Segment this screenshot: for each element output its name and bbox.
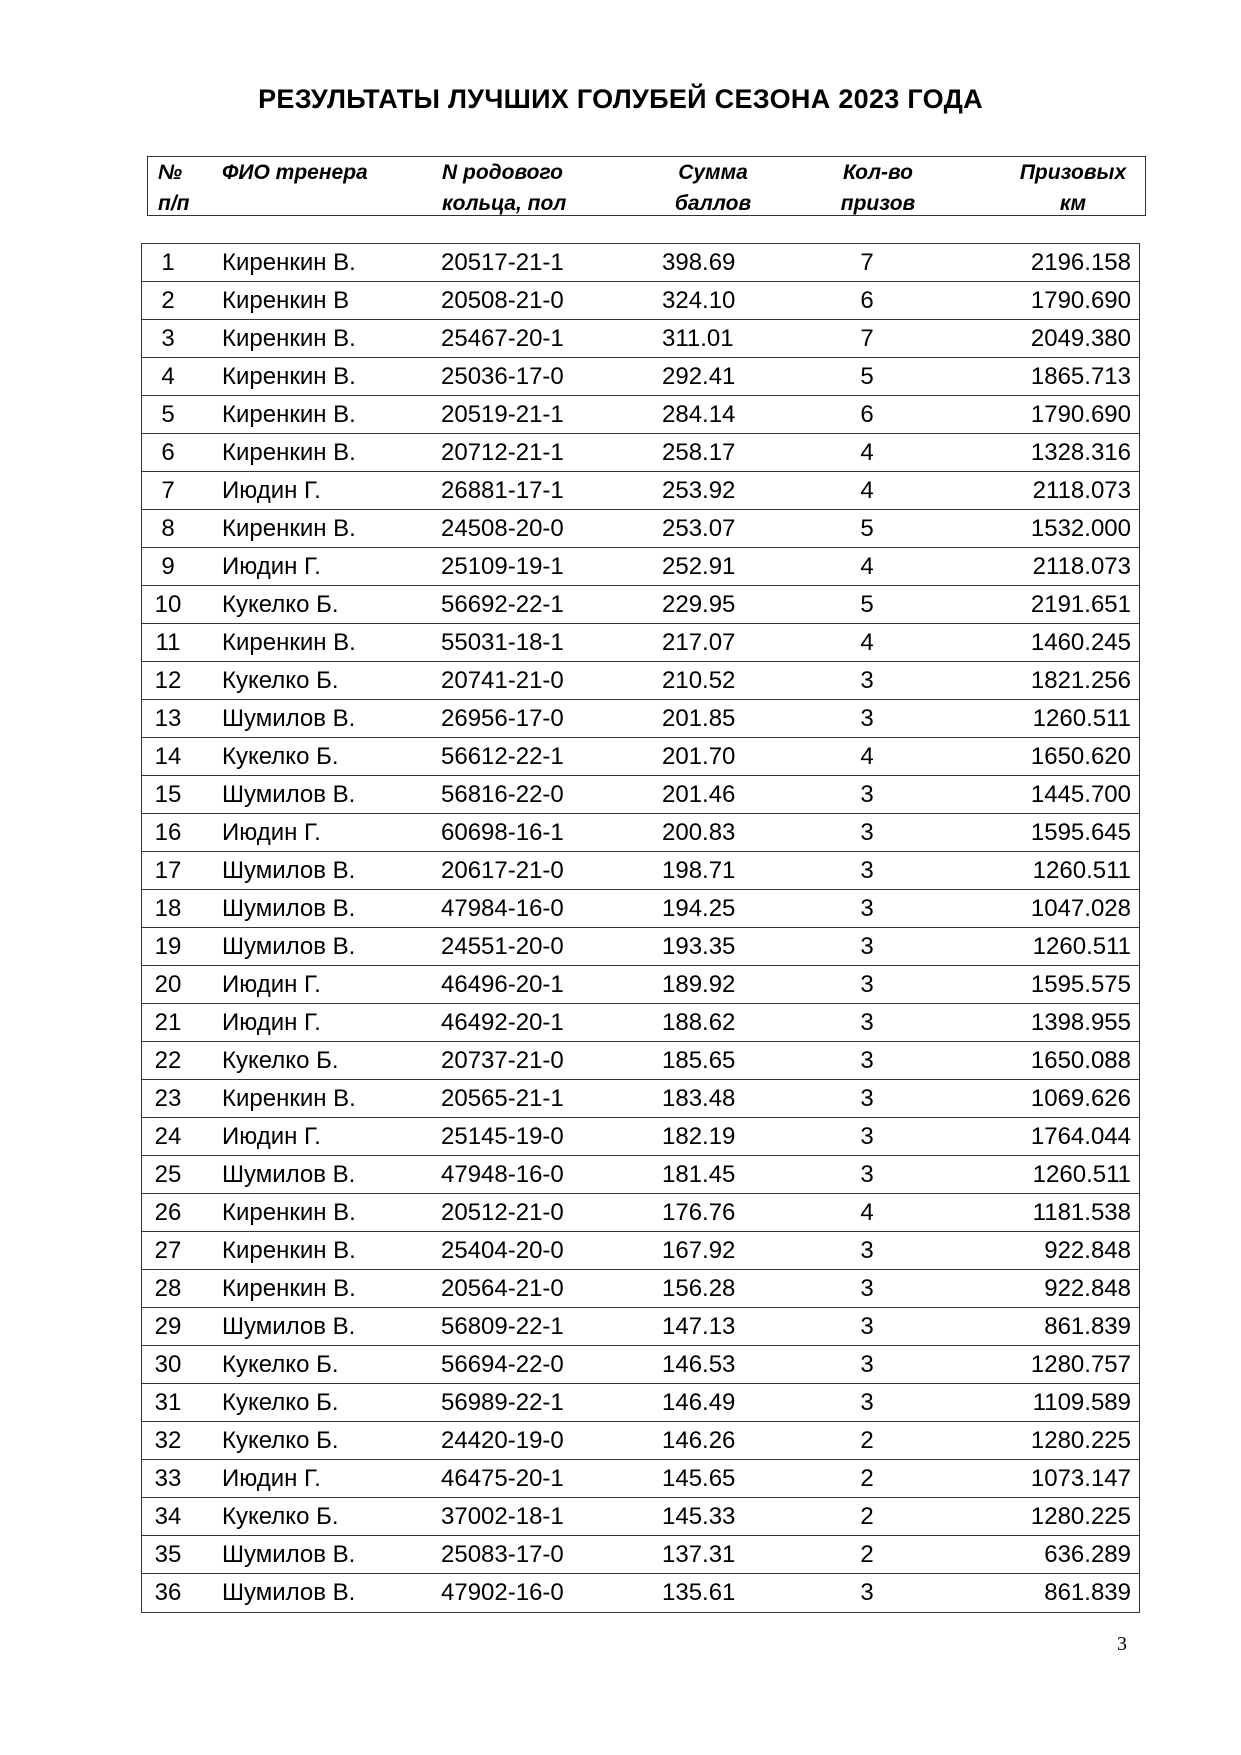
cell-trainer-name: Кукелко Б. xyxy=(222,743,339,770)
header-prize-km: Призовых км xyxy=(1019,161,1127,215)
cell-prize-km: 1764.044 xyxy=(1030,1123,1131,1150)
cell-trainer-name: Кукелко Б. xyxy=(222,1389,339,1416)
cell-trainer-name: Киренкин В. xyxy=(222,325,356,352)
cell-prize-km: 1069.626 xyxy=(1030,1085,1131,1112)
cell-num: 1 xyxy=(161,249,175,276)
cell-prize-km: 1280.225 xyxy=(1030,1503,1131,1530)
table-row xyxy=(142,1498,1139,1536)
cell-num: 15 xyxy=(154,781,182,808)
table-row xyxy=(142,1004,1139,1042)
cell-num: 22 xyxy=(154,1047,182,1074)
cell-prize-km: 1595.645 xyxy=(1030,819,1131,846)
table-row xyxy=(142,966,1139,1004)
cell-trainer-name: Шумилов В. xyxy=(222,857,356,884)
cell-prize-count: 4 xyxy=(860,477,874,504)
cell-prize-km: 1280.225 xyxy=(1030,1427,1131,1454)
cell-score-sum: 284.14 xyxy=(662,401,736,428)
cell-trainer-name: Шумилов В. xyxy=(222,1161,356,1188)
cell-ring-number: 56809-22-1 xyxy=(441,1313,564,1340)
cell-score-sum: 189.92 xyxy=(662,971,736,998)
cell-num: 35 xyxy=(154,1541,182,1568)
table-row xyxy=(142,738,1139,776)
cell-ring-number: 25145-19-0 xyxy=(441,1123,564,1150)
cell-score-sum: 167.92 xyxy=(662,1237,736,1264)
cell-prize-count: 5 xyxy=(860,363,874,390)
cell-prize-count: 3 xyxy=(860,1009,874,1036)
table-row xyxy=(142,1042,1139,1080)
cell-ring-number: 56612-22-1 xyxy=(441,743,564,770)
cell-trainer-name: Июдин Г. xyxy=(222,971,321,998)
cell-prize-km: 1650.088 xyxy=(1030,1047,1131,1074)
cell-score-sum: 324.10 xyxy=(662,287,736,314)
cell-prize-km: 861.839 xyxy=(1044,1313,1131,1340)
cell-prize-km: 1280.757 xyxy=(1030,1351,1131,1378)
table-row xyxy=(142,510,1139,548)
table-row xyxy=(142,586,1139,624)
cell-num: 5 xyxy=(161,401,175,428)
cell-num: 27 xyxy=(154,1237,182,1264)
cell-prize-count: 2 xyxy=(860,1427,874,1454)
cell-ring-number: 25467-20-1 xyxy=(441,325,564,352)
cell-num: 7 xyxy=(161,477,175,504)
cell-prize-count: 4 xyxy=(860,743,874,770)
cell-score-sum: 146.49 xyxy=(662,1389,736,1416)
cell-score-sum: 156.28 xyxy=(662,1275,736,1302)
cell-prize-count: 5 xyxy=(860,591,874,618)
cell-trainer-name: Киренкин В. xyxy=(222,629,356,656)
cell-ring-number: 56694-22-0 xyxy=(441,1351,564,1378)
table-row xyxy=(142,1422,1139,1460)
cell-prize-count: 2 xyxy=(860,1503,874,1530)
cell-prize-km: 1260.511 xyxy=(1032,933,1131,960)
cell-score-sum: 311.01 xyxy=(662,325,734,352)
cell-prize-count: 3 xyxy=(860,1237,874,1264)
table-row xyxy=(142,1194,1139,1232)
cell-prize-count: 3 xyxy=(860,1579,874,1606)
cell-num: 3 xyxy=(161,325,175,352)
cell-prize-km: 2049.380 xyxy=(1030,325,1131,352)
cell-score-sum: 137.31 xyxy=(662,1541,736,1568)
cell-num: 13 xyxy=(154,705,182,732)
cell-prize-count: 3 xyxy=(860,895,874,922)
results-table xyxy=(141,243,1140,1613)
page-title: РЕЗУЛЬТАТЫ ЛУЧШИХ ГОЛУБЕЙ СЕЗОНА 2023 ГОДА xyxy=(258,84,983,114)
cell-prize-count: 4 xyxy=(860,1199,874,1226)
cell-ring-number: 56989-22-1 xyxy=(441,1389,564,1416)
cell-trainer-name: Шумилов В. xyxy=(222,895,356,922)
table-row xyxy=(142,472,1139,510)
cell-num: 26 xyxy=(154,1199,182,1226)
cell-trainer-name: Кукелко Б. xyxy=(222,667,339,694)
cell-prize-km: 1260.511 xyxy=(1032,705,1131,732)
cell-score-sum: 258.17 xyxy=(662,439,736,466)
cell-num: 33 xyxy=(154,1465,182,1492)
cell-ring-number: 24508-20-0 xyxy=(441,515,564,542)
cell-prize-count: 4 xyxy=(860,439,874,466)
cell-score-sum: 183.48 xyxy=(662,1085,736,1112)
table-row xyxy=(142,662,1139,700)
cell-prize-km: 2118.073 xyxy=(1032,477,1131,504)
table-row xyxy=(142,1574,1139,1612)
cell-prize-count: 3 xyxy=(860,1047,874,1074)
cell-score-sum: 398.69 xyxy=(662,249,736,276)
cell-num: 20 xyxy=(154,971,182,998)
table-row xyxy=(142,852,1139,890)
table-row xyxy=(142,1270,1139,1308)
header-trainer-name: ФИО тренера xyxy=(222,161,368,184)
cell-ring-number: 24551-20-0 xyxy=(441,933,564,960)
cell-prize-count: 6 xyxy=(860,401,874,428)
cell-num: 31 xyxy=(154,1389,182,1416)
cell-num: 6 xyxy=(161,439,175,466)
cell-trainer-name: Киренкин В. xyxy=(222,1085,356,1112)
cell-score-sum: 145.33 xyxy=(662,1503,736,1530)
header-ring-number: N родового кольца, пол xyxy=(442,161,567,215)
cell-prize-count: 3 xyxy=(860,781,874,808)
cell-ring-number: 47984-16-0 xyxy=(441,895,564,922)
cell-prize-count: 3 xyxy=(860,819,874,846)
cell-score-sum: 201.70 xyxy=(662,743,736,770)
table-row xyxy=(142,282,1139,320)
cell-num: 8 xyxy=(161,515,175,542)
cell-prize-km: 1445.700 xyxy=(1030,781,1131,808)
cell-prize-count: 6 xyxy=(860,287,874,314)
cell-prize-km: 1328.316 xyxy=(1030,439,1131,466)
cell-ring-number: 60698-16-1 xyxy=(441,819,564,846)
cell-score-sum: 253.07 xyxy=(662,515,736,542)
cell-prize-km: 1790.690 xyxy=(1030,401,1131,428)
cell-score-sum: 201.85 xyxy=(662,705,736,732)
cell-prize-km: 1650.620 xyxy=(1030,743,1131,770)
cell-trainer-name: Киренкин В. xyxy=(222,249,356,276)
cell-ring-number: 20519-21-1 xyxy=(441,401,564,428)
cell-num: 9 xyxy=(161,553,175,580)
cell-trainer-name: Кукелко Б. xyxy=(222,1427,339,1454)
cell-num: 30 xyxy=(154,1351,182,1378)
table-row xyxy=(142,814,1139,852)
cell-trainer-name: Кукелко Б. xyxy=(222,1503,339,1530)
table-row xyxy=(142,548,1139,586)
cell-trainer-name: Июдин Г. xyxy=(222,553,321,580)
cell-score-sum: 176.76 xyxy=(662,1199,736,1226)
cell-score-sum: 188.62 xyxy=(662,1009,736,1036)
table-row xyxy=(142,434,1139,472)
cell-trainer-name: Киренкин В. xyxy=(222,363,356,390)
cell-prize-km: 861.839 xyxy=(1044,1579,1131,1606)
cell-score-sum: 147.13 xyxy=(662,1313,736,1340)
cell-num: 17 xyxy=(154,857,182,884)
table-row xyxy=(142,890,1139,928)
cell-prize-count: 3 xyxy=(860,1351,874,1378)
cell-prize-count: 3 xyxy=(860,1275,874,1302)
cell-score-sum: 200.83 xyxy=(662,819,736,846)
cell-num: 25 xyxy=(154,1161,182,1188)
cell-score-sum: 146.26 xyxy=(662,1427,736,1454)
cell-num: 4 xyxy=(161,363,175,390)
cell-ring-number: 20508-21-0 xyxy=(441,287,564,314)
cell-score-sum: 194.25 xyxy=(662,895,736,922)
cell-trainer-name: Киренкин В. xyxy=(222,1237,356,1264)
cell-ring-number: 56692-22-1 xyxy=(441,591,564,618)
cell-ring-number: 46492-20-1 xyxy=(441,1009,564,1036)
cell-num: 29 xyxy=(154,1313,182,1340)
cell-trainer-name: Киренкин В. xyxy=(222,1199,356,1226)
cell-ring-number: 20565-21-1 xyxy=(441,1085,564,1112)
cell-prize-count: 4 xyxy=(860,629,874,656)
cell-trainer-name: Киренкин В. xyxy=(222,401,356,428)
cell-prize-count: 3 xyxy=(860,1389,874,1416)
cell-trainer-name: Кукелко Б. xyxy=(222,1047,339,1074)
cell-num: 16 xyxy=(154,819,182,846)
cell-score-sum: 135.61 xyxy=(662,1579,736,1606)
table-row xyxy=(142,244,1139,282)
cell-score-sum: 185.65 xyxy=(662,1047,736,1074)
cell-ring-number: 55031-18-1 xyxy=(441,629,564,656)
cell-prize-count: 3 xyxy=(860,1313,874,1340)
cell-score-sum: 198.71 xyxy=(662,857,736,884)
cell-prize-km: 1865.713 xyxy=(1030,363,1131,390)
cell-trainer-name: Киренкин В. xyxy=(222,439,356,466)
cell-ring-number: 37002-18-1 xyxy=(441,1503,564,1530)
cell-prize-count: 3 xyxy=(860,1161,874,1188)
cell-trainer-name: Шумилов В. xyxy=(222,1313,356,1340)
table-row xyxy=(142,396,1139,434)
table-row xyxy=(142,776,1139,814)
table-row xyxy=(142,1536,1139,1574)
cell-ring-number: 20737-21-0 xyxy=(441,1047,564,1074)
header-num: № п/п xyxy=(158,161,190,215)
table-row xyxy=(142,1232,1139,1270)
cell-prize-km: 2191.651 xyxy=(1030,591,1131,618)
cell-ring-number: 47948-16-0 xyxy=(441,1161,564,1188)
cell-trainer-name: Кукелко Б. xyxy=(222,591,339,618)
cell-ring-number: 25109-19-1 xyxy=(441,553,564,580)
cell-prize-count: 2 xyxy=(860,1465,874,1492)
cell-prize-km: 1821.256 xyxy=(1030,667,1131,694)
cell-ring-number: 24420-19-0 xyxy=(441,1427,564,1454)
cell-prize-km: 1532.000 xyxy=(1030,515,1131,542)
cell-num: 36 xyxy=(154,1579,182,1606)
cell-trainer-name: Июдин Г. xyxy=(222,819,321,846)
cell-num: 28 xyxy=(154,1275,182,1302)
table-row xyxy=(142,1384,1139,1422)
cell-num: 34 xyxy=(154,1503,182,1530)
cell-ring-number: 20617-21-0 xyxy=(441,857,564,884)
cell-trainer-name: Июдин Г. xyxy=(222,1465,321,1492)
cell-score-sum: 210.52 xyxy=(662,667,736,694)
cell-ring-number: 20512-21-0 xyxy=(441,1199,564,1226)
cell-prize-km: 1260.511 xyxy=(1032,1161,1131,1188)
cell-score-sum: 181.45 xyxy=(662,1161,736,1188)
cell-trainer-name: Июдин Г. xyxy=(222,477,321,504)
cell-score-sum: 193.35 xyxy=(662,933,736,960)
cell-ring-number: 25083-17-0 xyxy=(441,1541,564,1568)
cell-score-sum: 253.92 xyxy=(662,477,736,504)
cell-prize-count: 3 xyxy=(860,705,874,732)
cell-prize-km: 636.289 xyxy=(1044,1541,1131,1568)
cell-trainer-name: Шумилов В. xyxy=(222,781,356,808)
cell-ring-number: 20741-21-0 xyxy=(441,667,564,694)
table-row xyxy=(142,320,1139,358)
cell-trainer-name: Киренкин В xyxy=(222,287,350,314)
table-row xyxy=(142,1156,1139,1194)
cell-prize-km: 1460.245 xyxy=(1030,629,1131,656)
cell-num: 32 xyxy=(154,1427,182,1454)
cell-ring-number: 20517-21-1 xyxy=(441,249,564,276)
cell-score-sum: 252.91 xyxy=(662,553,736,580)
cell-prize-km: 1398.955 xyxy=(1030,1009,1131,1036)
table-row xyxy=(142,1080,1139,1118)
cell-prize-km: 1260.511 xyxy=(1032,857,1131,884)
cell-trainer-name: Кукелко Б. xyxy=(222,1351,339,1378)
cell-prize-count: 4 xyxy=(860,553,874,580)
cell-ring-number: 56816-22-0 xyxy=(441,781,564,808)
cell-num: 2 xyxy=(161,287,175,314)
cell-score-sum: 217.07 xyxy=(662,629,736,656)
cell-prize-count: 3 xyxy=(860,667,874,694)
cell-score-sum: 292.41 xyxy=(662,363,736,390)
cell-ring-number: 47902-16-0 xyxy=(441,1579,564,1606)
cell-prize-km: 1073.147 xyxy=(1030,1465,1131,1492)
cell-prize-count: 3 xyxy=(860,857,874,884)
page-number: 3 xyxy=(1117,1633,1127,1655)
table-row xyxy=(142,624,1139,662)
cell-trainer-name: Шумилов В. xyxy=(222,1541,356,1568)
cell-num: 12 xyxy=(154,667,182,694)
table-header xyxy=(147,156,1146,216)
cell-score-sum: 229.95 xyxy=(662,591,736,618)
cell-score-sum: 201.46 xyxy=(662,781,736,808)
table-row xyxy=(142,700,1139,738)
table-row xyxy=(142,1346,1139,1384)
cell-ring-number: 26956-17-0 xyxy=(441,705,564,732)
cell-ring-number: 20712-21-1 xyxy=(441,439,564,466)
cell-prize-km: 2196.158 xyxy=(1030,249,1131,276)
cell-trainer-name: Киренкин В. xyxy=(222,515,356,542)
cell-prize-km: 1595.575 xyxy=(1030,971,1131,998)
cell-prize-count: 3 xyxy=(860,1085,874,1112)
cell-score-sum: 182.19 xyxy=(662,1123,736,1150)
cell-prize-km: 1109.589 xyxy=(1032,1389,1131,1416)
cell-ring-number: 25404-20-0 xyxy=(441,1237,564,1264)
cell-ring-number: 26881-17-1 xyxy=(441,477,564,504)
cell-prize-count: 2 xyxy=(860,1541,874,1568)
cell-num: 23 xyxy=(154,1085,182,1112)
cell-trainer-name: Шумилов В. xyxy=(222,933,356,960)
cell-trainer-name: Шумилов В. xyxy=(222,705,356,732)
cell-trainer-name: Июдин Г. xyxy=(222,1009,321,1036)
cell-prize-count: 7 xyxy=(860,249,874,276)
cell-num: 10 xyxy=(154,591,182,618)
cell-num: 19 xyxy=(154,933,182,960)
table-row xyxy=(142,928,1139,966)
cell-num: 18 xyxy=(154,895,182,922)
header-score-sum: Сумма баллов xyxy=(674,161,752,215)
cell-trainer-name: Шумилов В. xyxy=(222,1579,356,1606)
cell-prize-count: 3 xyxy=(860,971,874,998)
cell-prize-km: 1181.538 xyxy=(1032,1199,1131,1226)
table-row xyxy=(142,358,1139,396)
cell-num: 11 xyxy=(155,629,181,656)
cell-ring-number: 25036-17-0 xyxy=(441,363,564,390)
cell-prize-count: 3 xyxy=(860,933,874,960)
cell-prize-count: 3 xyxy=(860,1123,874,1150)
cell-score-sum: 146.53 xyxy=(662,1351,736,1378)
table-row xyxy=(142,1308,1139,1346)
cell-ring-number: 46496-20-1 xyxy=(441,971,564,998)
cell-num: 24 xyxy=(154,1123,182,1150)
cell-prize-km: 1790.690 xyxy=(1030,287,1131,314)
cell-trainer-name: Июдин Г. xyxy=(222,1123,321,1150)
cell-prize-km: 922.848 xyxy=(1044,1237,1131,1264)
table-row xyxy=(142,1118,1139,1156)
cell-prize-count: 5 xyxy=(860,515,874,542)
cell-prize-km: 1047.028 xyxy=(1030,895,1131,922)
cell-num: 14 xyxy=(154,743,182,770)
table-row xyxy=(142,1460,1139,1498)
cell-prize-km: 2118.073 xyxy=(1032,553,1131,580)
cell-ring-number: 46475-20-1 xyxy=(441,1465,564,1492)
cell-score-sum: 145.65 xyxy=(662,1465,736,1492)
cell-num: 21 xyxy=(154,1009,182,1036)
cell-prize-km: 922.848 xyxy=(1044,1275,1131,1302)
cell-prize-count: 7 xyxy=(860,325,874,352)
header-prize-count: Кол-во призов xyxy=(840,161,916,215)
cell-trainer-name: Киренкин В. xyxy=(222,1275,356,1302)
cell-ring-number: 20564-21-0 xyxy=(441,1275,564,1302)
